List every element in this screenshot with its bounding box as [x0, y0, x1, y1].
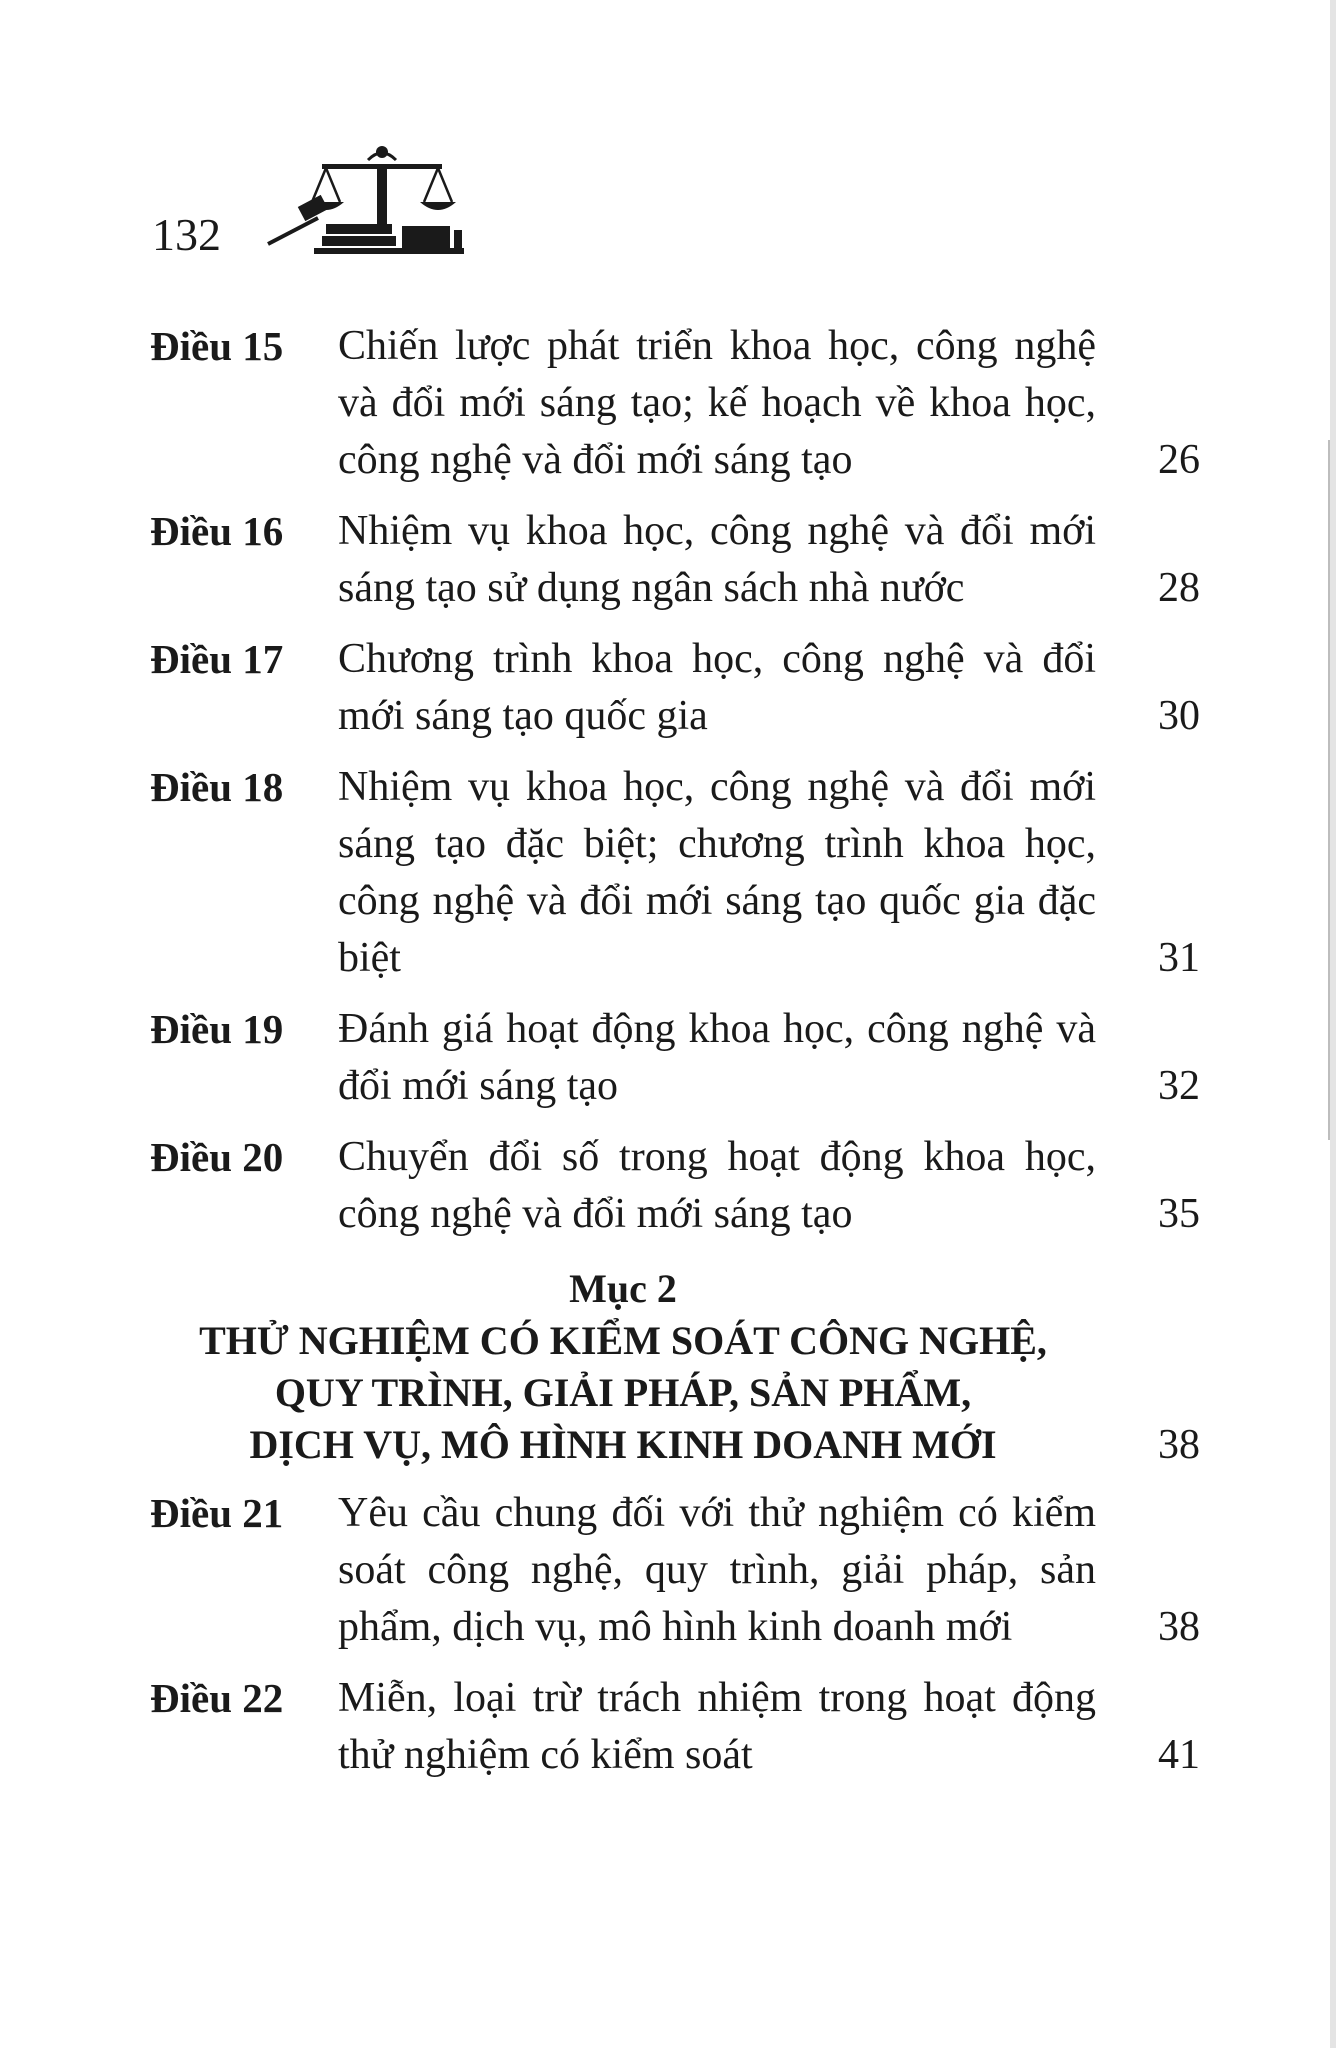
- article-number: Điều 18: [150, 764, 284, 810]
- toc-entry[interactable]: [150, 1001, 1200, 1115]
- article-number: Điều 22: [150, 1675, 284, 1721]
- article-title: Yêu cầu chung đối với thử nghiệm có kiểm soát công nghệ, quy trình, giải pháp, sản phẩm, dịch vụ, mô hình kinh doanh mới: [338, 1490, 1096, 1650]
- section-heading-text: [150, 1263, 1096, 1471]
- article-number: Điều 19: [150, 1006, 284, 1052]
- page-edge-shadow: [1328, 440, 1330, 1140]
- page-ref: 31: [1158, 935, 1200, 981]
- toc-entry[interactable]: [150, 631, 1200, 745]
- toc-section-heading[interactable]: [150, 1263, 1200, 1471]
- table-of-contents: [150, 318, 1200, 1798]
- page-ref: 38: [1158, 1604, 1200, 1650]
- page-ref: 26: [1158, 437, 1200, 483]
- toc-entry[interactable]: [150, 1485, 1200, 1656]
- article-title: Chiến lược phát triển khoa học, công nghệ và đổi mới sáng tạo; kế hoạch về khoa học, công nghệ và đổi mới sáng tạo: [338, 323, 1096, 483]
- page-ref: 38: [1158, 1422, 1200, 1468]
- section-name: Mục 2: [569, 1266, 677, 1311]
- article-number: Điều 16: [150, 508, 284, 554]
- scales-of-justice-icon: [260, 140, 500, 260]
- article-title: Đánh giá hoạt động khoa học, công nghệ và đổi mới sáng tạo: [338, 1006, 1096, 1109]
- article-number: Điều 15: [150, 323, 284, 369]
- article-number: Điều 21: [150, 1490, 284, 1536]
- page-ref: 30: [1158, 693, 1200, 739]
- page-edge: [1330, 0, 1336, 2048]
- page-number: 132: [152, 209, 221, 260]
- article-title: Miễn, loại trừ trách nhiệm trong hoạt động thử nghiệm có kiểm soát: [338, 1675, 1096, 1778]
- toc-entry[interactable]: [150, 759, 1200, 987]
- page-ref: 35: [1158, 1191, 1200, 1237]
- page-ref: 41: [1158, 1732, 1200, 1778]
- section-title: THỬ NGHIỆM CÓ KIỂM SOÁT CÔNG NGHỆ, QUY TRÌNH, GIẢI PHÁP, SẢN PHẨM, DỊCH VỤ, MÔ HÌNH KINH DOANH MỚI: [199, 1318, 1047, 1467]
- toc-entry[interactable]: [150, 503, 1200, 617]
- article-number: Điều 17: [150, 636, 284, 682]
- article-title: Nhiệm vụ khoa học, công nghệ và đổi mới sáng tạo sử dụng ngân sách nhà nước: [338, 508, 1096, 611]
- page-ref: 28: [1158, 565, 1200, 611]
- article-title: Nhiệm vụ khoa học, công nghệ và đổi mới sáng tạo đặc biệt; chương trình khoa học, công nghệ và đổi mới sáng tạo quốc gia đặc biệt: [338, 764, 1096, 981]
- page-ref: 32: [1158, 1063, 1200, 1109]
- article-title: Chuyển đổi số trong hoạt động khoa học, công nghệ và đổi mới sáng tạo: [338, 1134, 1096, 1237]
- toc-entry[interactable]: [150, 318, 1200, 489]
- toc-entry[interactable]: [150, 1670, 1200, 1784]
- article-title: Chương trình khoa học, công nghệ và đổi mới sáng tạo quốc gia: [338, 636, 1096, 739]
- toc-entry[interactable]: [150, 1129, 1200, 1243]
- article-number: Điều 20: [150, 1134, 284, 1180]
